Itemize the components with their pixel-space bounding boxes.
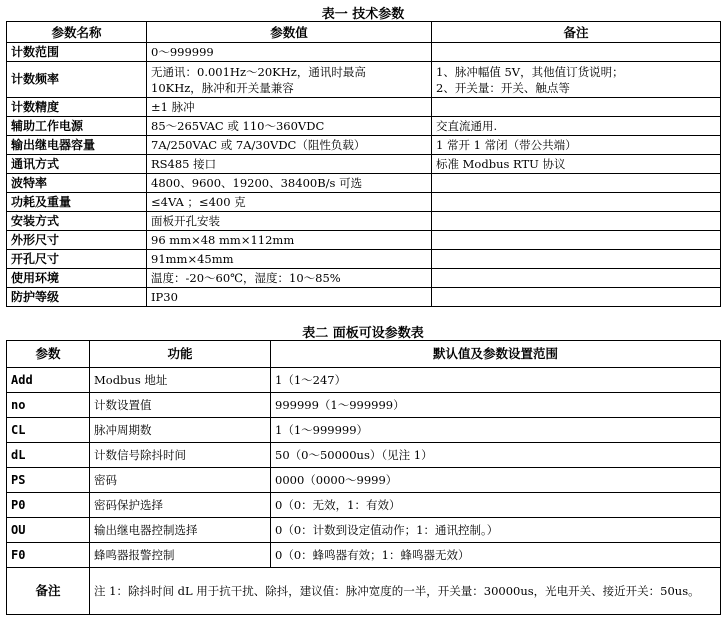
row-name: 通讯方式 [7, 155, 147, 174]
header-function: 功能 [90, 341, 271, 368]
row-note [432, 43, 721, 62]
table-row [7, 518, 721, 543]
table-row [7, 117, 721, 136]
row-note [432, 193, 721, 212]
header-default-range: 默认值及参数设置范围 [271, 341, 721, 368]
table-row [7, 468, 721, 493]
param-function: 计数设置值 [90, 393, 271, 418]
row-name: 使用环境 [7, 269, 147, 288]
param-code: PS [7, 468, 90, 493]
header-param-value: 参数值 [147, 22, 432, 43]
table-row [7, 288, 721, 307]
param-code: P0 [7, 493, 90, 518]
row-note [432, 269, 721, 288]
param-code: F0 [7, 543, 90, 568]
param-default: 0000（0000～9999） [271, 468, 721, 493]
row-value: 0～999999 [147, 43, 432, 62]
row-value: ≤4VA ；≤400 克 [147, 193, 432, 212]
row-value: 面板开孔安装 [147, 212, 432, 231]
table-row [7, 62, 721, 98]
row-value: IP30 [147, 288, 432, 307]
param-code: dL [7, 443, 90, 468]
row-note [432, 288, 721, 307]
row-name: 防护等级 [7, 288, 147, 307]
param-function: Modbus 地址 [90, 368, 271, 393]
param-function: 输出继电器控制选择 [90, 518, 271, 543]
header-param-name: 参数名称 [7, 22, 147, 43]
param-function: 密码 [90, 468, 271, 493]
row-note [432, 174, 721, 193]
row-name: 外形尺寸 [7, 231, 147, 250]
row-note: 1 常开 1 常闭（带公共端） [432, 136, 721, 155]
row-value: 无通讯：0.001Hz～20KHz，通讯时最高 10KHz，脉冲和开关量兼容 [147, 62, 432, 98]
param-code: OU [7, 518, 90, 543]
row-value: 7A/250VAC 或 7A/30VDC（阻性负载） [147, 136, 432, 155]
row-name: 波特率 [7, 174, 147, 193]
table-row [7, 231, 721, 250]
table-row [7, 43, 721, 62]
param-default: 0（0：计数到设定值动作；1：通讯控制。） [271, 518, 721, 543]
row-value: 温度：-20～60℃，湿度：10～85% [147, 269, 432, 288]
row-note [432, 212, 721, 231]
row-value: RS485 接口 [147, 155, 432, 174]
table-row [7, 418, 721, 443]
param-function: 密码保护选择 [90, 493, 271, 518]
note-label: 备注 [7, 568, 90, 615]
table-row [7, 443, 721, 468]
table-header-row [7, 22, 721, 43]
table-row [7, 155, 721, 174]
table-row [7, 174, 721, 193]
param-code: Add [7, 368, 90, 393]
param-default: 999999（1～999999） [271, 393, 721, 418]
table2-title: 表二 面板可设参数表 [302, 326, 424, 341]
row-name: 计数范围 [7, 43, 147, 62]
row-value: 91mm×45mm [147, 250, 432, 269]
table-header-row [7, 341, 721, 368]
row-name: 开孔尺寸 [7, 250, 147, 269]
header-param: 参数 [7, 341, 90, 368]
table-row [7, 212, 721, 231]
param-function: 计数信号除抖时间 [90, 443, 271, 468]
table-row [7, 368, 721, 393]
row-value: 85～265VAC 或 110～360VDC [147, 117, 432, 136]
header-remark: 备注 [432, 22, 721, 43]
row-value: 4800、9600、19200、38400B/s 可选 [147, 174, 432, 193]
table-row [7, 250, 721, 269]
table-row [7, 393, 721, 418]
row-note: 标准 Modbus RTU 协议 [432, 155, 721, 174]
param-code: CL [7, 418, 90, 443]
param-default: 0（0：蜂鸣器有效；1：蜂鸣器无效） [271, 543, 721, 568]
note-row [7, 568, 721, 615]
param-function: 脉冲周期数 [90, 418, 271, 443]
param-default: 1（1～247） [271, 368, 721, 393]
note-text: 注 1：除抖时间 dL 用于抗干扰、除抖，建议值：脉冲宽度的一半，开关量：30000us，光电开关、接近开关：50us。 [90, 568, 721, 615]
panel-params-table [6, 340, 721, 615]
row-value: ±1 脉冲 [147, 98, 432, 117]
param-default: 1（1～999999） [271, 418, 721, 443]
row-note [432, 231, 721, 250]
table-row [7, 493, 721, 518]
table-row [7, 193, 721, 212]
row-note: 交直流通用. [432, 117, 721, 136]
row-note: 1、脉冲幅值 5V，其他值订货说明； 2、开关量：开关、触点等 [432, 62, 721, 98]
row-name: 计数精度 [7, 98, 147, 117]
table-row [7, 543, 721, 568]
param-default: 50（0～50000us）（见注 1） [271, 443, 721, 468]
table-row [7, 136, 721, 155]
row-note [432, 250, 721, 269]
row-value: 96 mm×48 mm×112mm [147, 231, 432, 250]
table1-title: 表一 技术参数 [321, 7, 405, 22]
param-default: 0（0：无效，1：有效） [271, 493, 721, 518]
param-code: no [7, 393, 90, 418]
row-name: 计数频率 [7, 62, 147, 98]
param-function: 蜂鸣器报警控制 [90, 543, 271, 568]
table-row [7, 98, 721, 117]
table-row [7, 269, 721, 288]
row-name: 输出继电器容量 [7, 136, 147, 155]
row-name: 功耗及重量 [7, 193, 147, 212]
row-name: 安装方式 [7, 212, 147, 231]
row-name: 辅助工作电源 [7, 117, 147, 136]
row-note [432, 98, 721, 117]
tech-params-table [6, 21, 721, 307]
